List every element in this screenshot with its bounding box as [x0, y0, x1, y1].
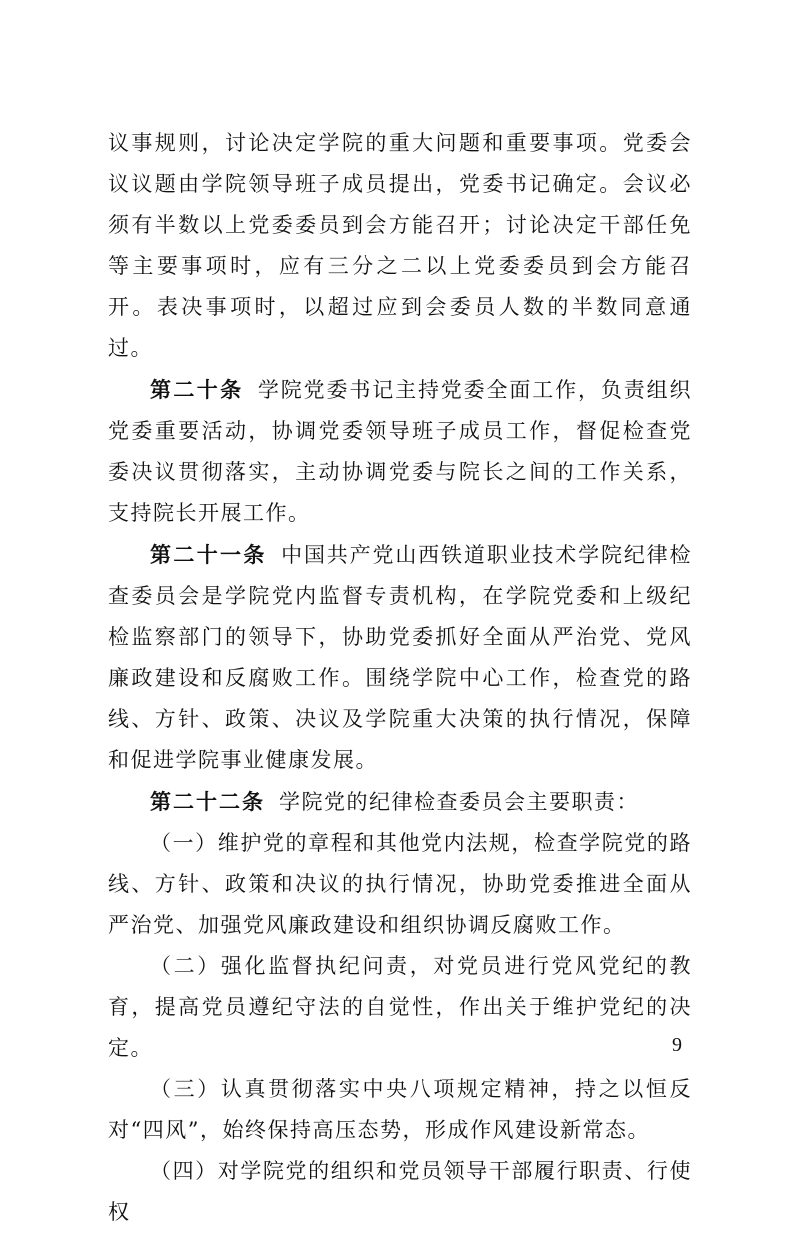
paragraph-text: 学院党的纪律检查委员会主要职责：	[279, 790, 639, 814]
article-20	[108, 369, 692, 534]
paragraph-text: 学院党委书记主持党委全面工作，负责组织党委重要活动，协调党委领导班子成员工作，督促检查党委决议贯彻落实，主动协调党委与院长之间的工作关系，支持院长开展工作。	[108, 378, 693, 525]
duty-item-2	[108, 946, 692, 1069]
paragraph-text: （二）强化监督执纪问责，对党员进行党风党纪的教育，提高党员遵纪守法的自觉性，作出关于维护党纪的决定。	[108, 954, 692, 1060]
paragraph-text: （一）维护党的章程和其他党内法规，检查学院党的路线、方针、政策和决议的执行情况，协助党委推进全面从严治党、加强党风廉政建设和组织协调反腐败工作。	[108, 831, 692, 937]
article-title: 第二十条	[150, 377, 244, 402]
article-22	[108, 781, 692, 823]
paragraph-continuation	[108, 123, 692, 369]
paragraph-text: 议事规则，讨论决定学院的重大问题和重要事项。党委会议议题由学院领导班子成员提出，党委书记确定。会议必须有半数以上党委委员到会方能召开；讨论决定干部任免等主要事项时，应有三分之二以上党委委员到会方能召开。表决事项时，以超过应到会委员人数的半数同意通过。	[108, 131, 692, 360]
paragraph-text: （四）对学院党的组织和党员领导干部履行职责、行使权	[108, 1159, 692, 1224]
paragraph-text: （三）认真贯彻落实中央八项规定精神，持之以恒反对“四风”，始终保持高压态势，形成作风建设新常态。	[108, 1077, 692, 1142]
duty-item-3	[108, 1069, 692, 1151]
paragraph-text: 中国共产党山西铁道职业技术学院纪律检查委员会是学院党内监督专责机构，在学院党委和上级纪检监察部门的领导下，协助党委抓好全面从严治党、党风廉政建设和反腐败工作。围绕学院中心工作，检查党的路线、方针、政策、决议及学院重大决策的执行情况，保障和促进学院事业健康发展。	[108, 543, 693, 772]
article-title: 第二十一条	[150, 542, 267, 567]
duty-item-4	[108, 1151, 692, 1233]
document-body	[108, 123, 692, 1233]
duty-item-1	[108, 823, 692, 946]
article-title: 第二十二条	[150, 789, 265, 814]
article-21	[108, 534, 692, 781]
page-number: 9	[672, 1034, 682, 1056]
